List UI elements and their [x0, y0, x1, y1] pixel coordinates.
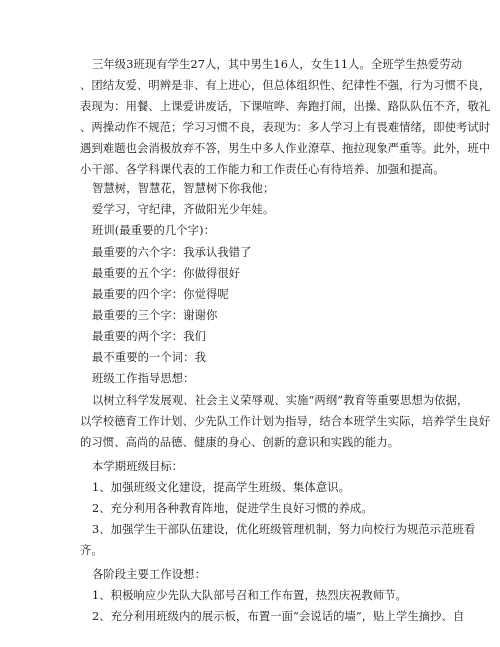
- stages-title: 各阶段主要工作设想：: [92, 568, 206, 581]
- class-motto-item: 最重要的六个字：我承认我错了: [92, 246, 252, 259]
- class-motto-item: 最重要的五个字：你做得很好: [92, 267, 241, 280]
- intro-line-4: 、两操动作不规范；学习习惯不良，表现为：多人学习上有畏难情绪，即使考试时: [80, 121, 491, 134]
- goal-item-3-cont: 齐。: [80, 544, 103, 557]
- guiding-line-3: 的习惯、高尚的品德、健康的身心、创新的意识和实践的能力。: [80, 436, 400, 449]
- goal-item-3: 3、加强学生干部队伍建设，优化班级管理机制，努力向校行为规范示范班看: [92, 523, 476, 536]
- stage-item-1: 1、积极响应少先队大队部号召和工作布置，热烈庆祝教师节。: [92, 589, 408, 602]
- stage-item-2: 2、充分利用班级内的展示板，布置一面“会说话的墙”，贴上学生摘抄、自: [92, 610, 465, 623]
- goals-title: 本学期班级目标：: [92, 460, 184, 473]
- class-motto-item: 最重要的四个字：你觉得呢: [92, 288, 229, 301]
- goal-item-1: 1、加强班级文化建设，提高学生班级、集体意识。: [92, 481, 351, 494]
- guiding-line-1: 以树立科学发展观、社会主义荣辱观、实施“两纲”教育等重要思想为依据，: [92, 394, 469, 407]
- class-motto-item: 最重要的两个字：我们: [92, 330, 206, 343]
- class-motto-item: 最重要的三个字：谢谢你: [92, 309, 218, 322]
- intro-line-3: 表现为：用餐、上课爱讲废话，下课喧哗、奔跑打闹，出操、路队队伍不齐，敬礼: [80, 100, 491, 113]
- goal-item-2: 2、充分利用各种教育阵地，促进学生良好习惯的养成。: [92, 502, 373, 515]
- class-motto-item: 最不重要的一个词：我: [92, 351, 206, 364]
- intro-line-5: 遇到难题也会消极放弃不答，男生中多人作业潦草、拖拉现象严重等。此外，班中: [80, 142, 491, 155]
- class-motto-title: 班训(最重要的几个字)：: [92, 224, 215, 237]
- guiding-title: 班级工作指导思想：: [92, 372, 195, 385]
- intro-line-1: 三年级3班现有学生27人，其中男生16人，女生11人。全班学生热爱劳动: [92, 58, 463, 71]
- intro-line-6: 小干部、各学科课代表的工作能力和工作责任心有待培养、加强和提高。: [80, 163, 445, 176]
- motto-line-1: 智慧树，智慧花，智慧树下你我他；: [92, 182, 275, 195]
- motto-line-2: 爱学习，守纪律，齐做阳光少年娃。: [92, 203, 275, 216]
- guiding-line-2: 以学校德育工作计划、少先队工作计划为指导，结合本班学生实际，培养学生良好: [80, 415, 491, 428]
- intro-line-2: 、团结友爱、明辨是非、有上进心，但总体组织性、纪律性不强，行为习惯不良，: [80, 79, 491, 92]
